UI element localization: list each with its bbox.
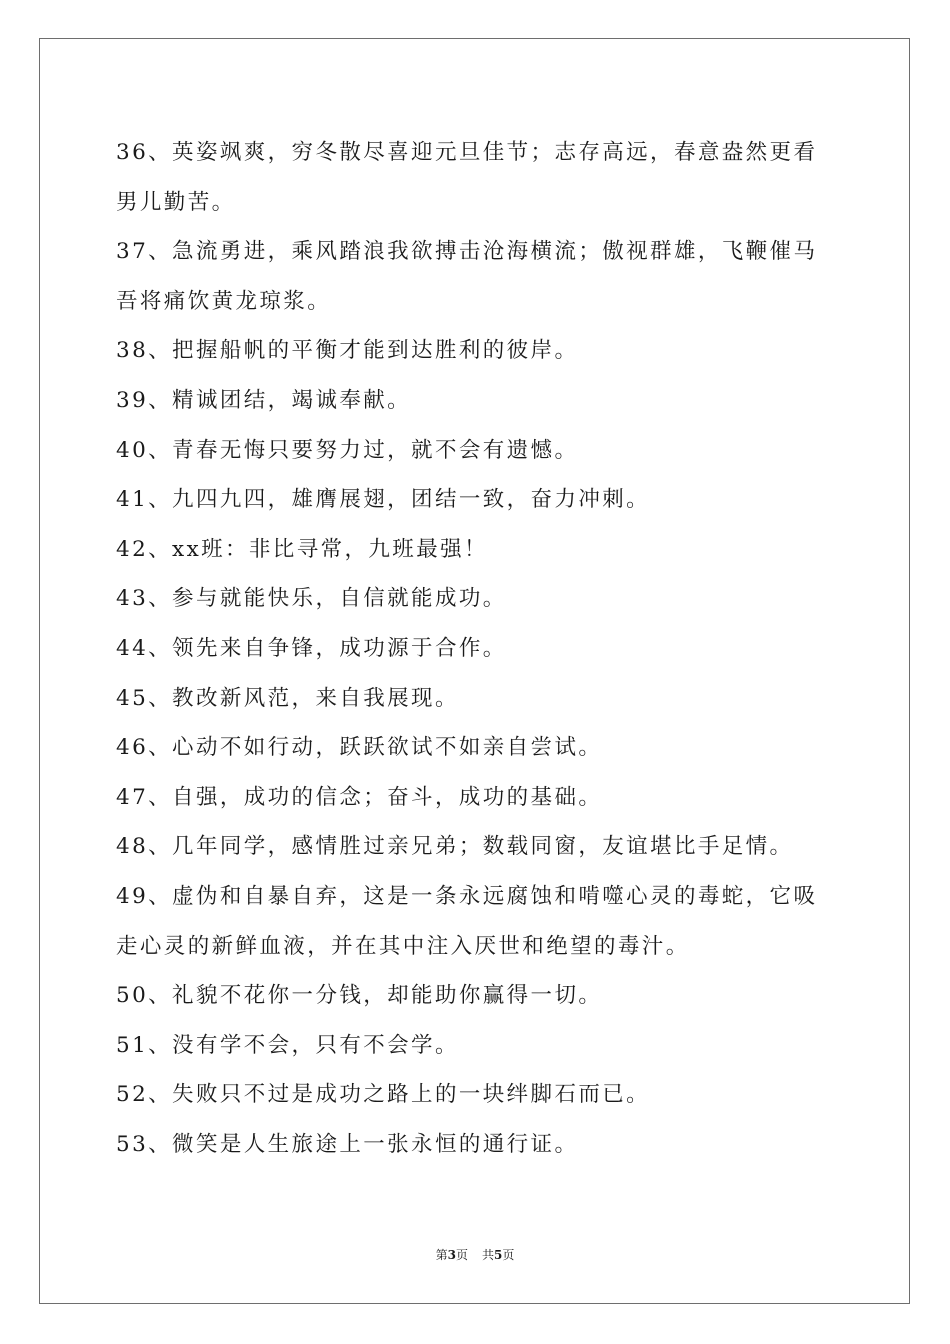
list-item: 46、心动不如行动，跃跃欲试不如亲自尝试。 [116, 735, 603, 761]
list-item: 36、英姿飒爽，穷冬散尽喜迎元旦佳节；志存高远，春意盎然更看男儿勤苦。 [116, 140, 818, 215]
document-body [116, 128, 836, 1169]
list-item: 43、参与就能快乐，自信就能成功。 [116, 586, 507, 612]
list-item: 47、自强，成功的信念；奋斗，成功的基础。 [116, 784, 603, 810]
list-item: 51、没有学不会，只有不会学。 [116, 1032, 459, 1058]
list-item: 52、失败只不过是成功之路上的一块绊脚石而已。 [116, 1082, 651, 1108]
list-item: 44、领先来自争锋，成功源于合作。 [116, 635, 507, 661]
page-number-prefix: 第 [435, 1248, 448, 1262]
list-item: 53、微笑是人生旅途上一张永恒的通行证。 [116, 1131, 579, 1157]
list-item: 48、几年同学，感情胜过亲兄弟；数载同窗，友谊堪比手足情。 [116, 834, 794, 860]
page-number-suffix: 页 [455, 1248, 468, 1262]
list-item: 50、礼貌不花你一分钱，却能助你赢得一切。 [116, 983, 603, 1009]
list-item: 41、九四九四，雄膺展翅，团结一致，奋力冲刺。 [116, 487, 651, 513]
list-item: 40、青春无悔只要努力过，就不会有遗憾。 [116, 437, 579, 463]
page-footer [0, 1246, 950, 1263]
list-item: 45、教改新风范，来自我展现。 [116, 685, 459, 711]
page-current: 3 [447, 1248, 456, 1262]
list-item: 37、急流勇进，乘风踏浪我欲搏击沧海横流；傲视群雄，飞鞭催马吾将痛饮黄龙琼浆。 [116, 239, 818, 314]
page-total-prefix: 共 [482, 1248, 495, 1262]
list-item: 39、精诚团结，竭诚奉献。 [116, 387, 412, 413]
list-item: 49、虚伪和自暴自弃，这是一条永远腐蚀和啃噬心灵的毒蛇，它吸走心灵的新鲜血液，并在其中注入厌世和绝望的毒汁。 [116, 883, 818, 959]
list-item: 42、xx班：非比寻常，九班最强！ [116, 536, 488, 562]
page-total-suffix: 页 [502, 1248, 515, 1262]
list-item: 38、把握船帆的平衡才能到达胜利的彼岸。 [116, 338, 579, 364]
page-total: 5 [494, 1248, 503, 1262]
